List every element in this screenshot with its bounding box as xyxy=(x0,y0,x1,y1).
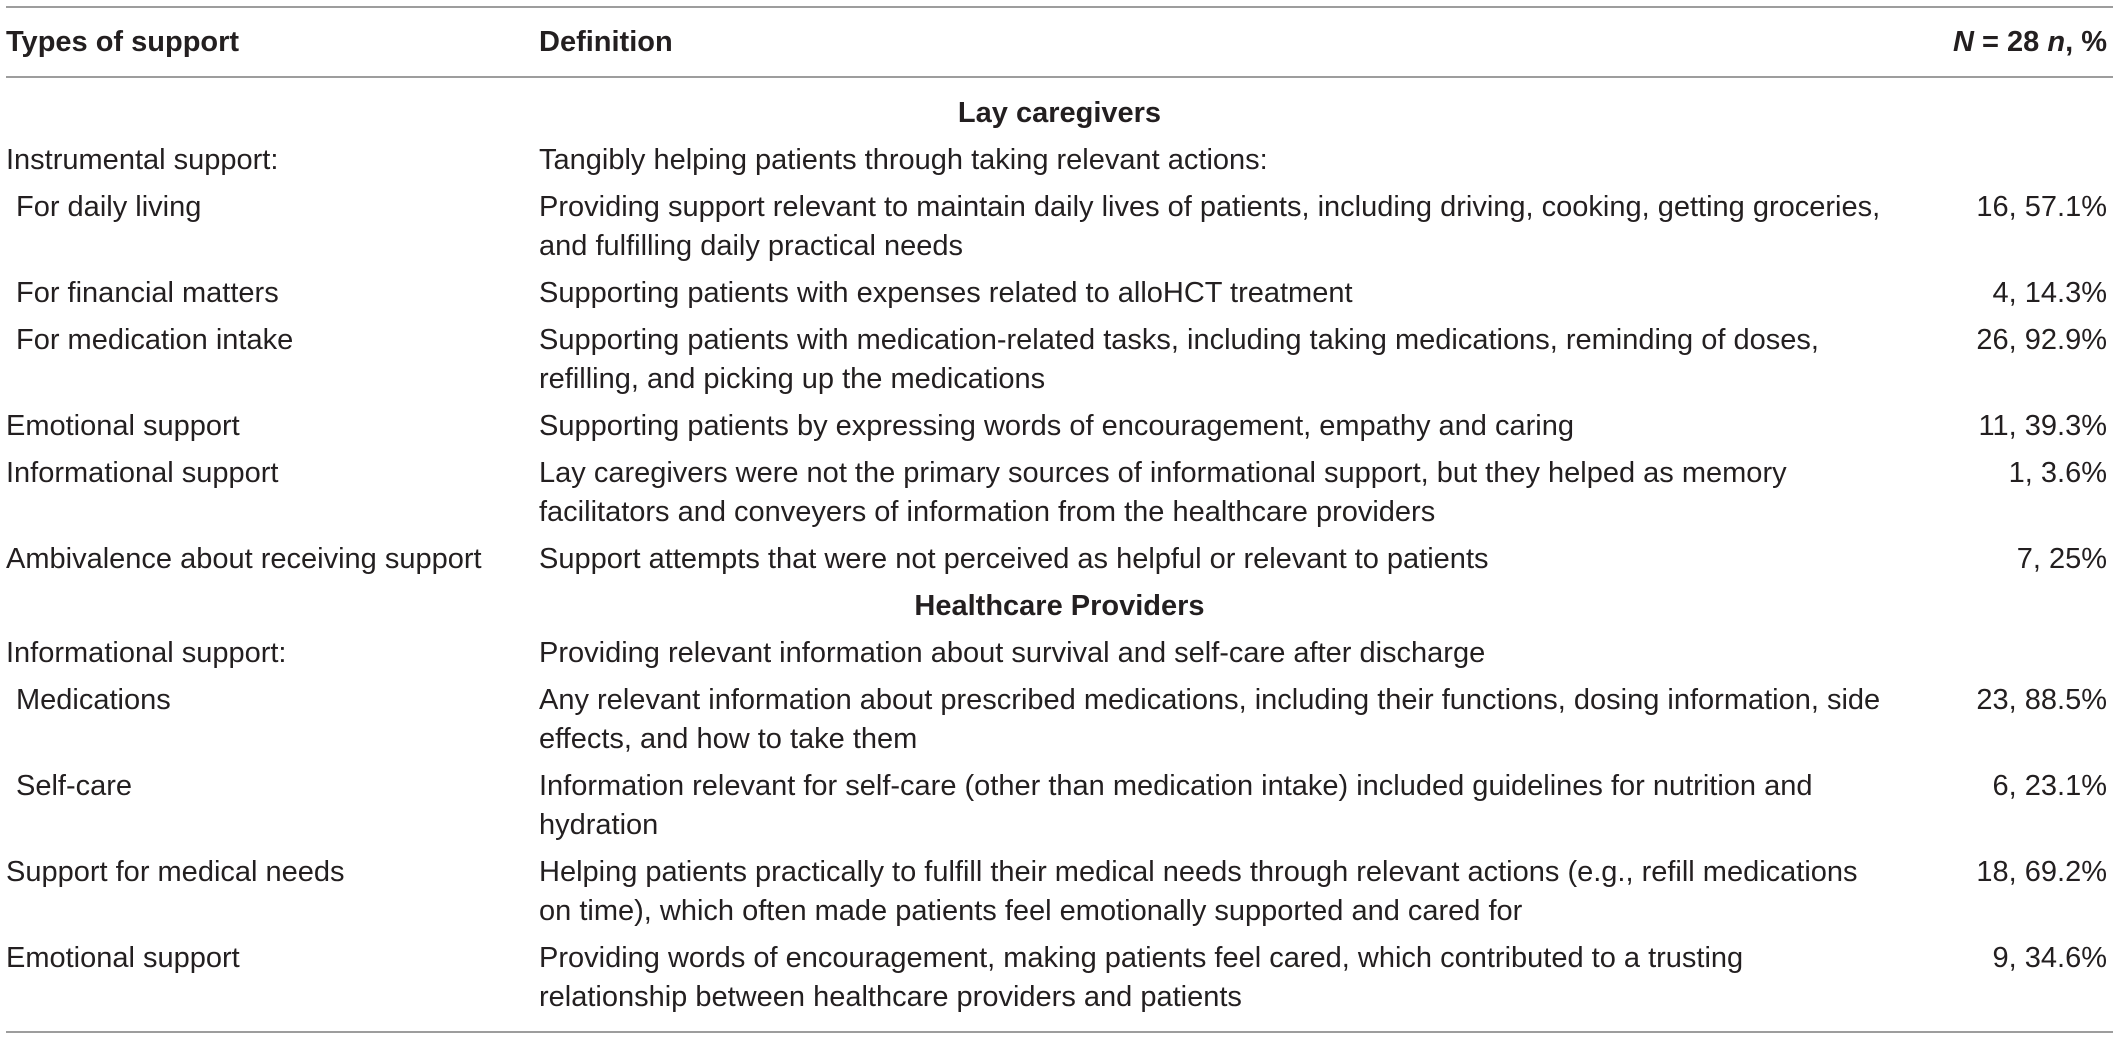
table-body xyxy=(6,77,2113,1032)
row-definition: Supporting patients with expenses related to alloHCT treatment xyxy=(539,277,1353,309)
row-type: For financial matters xyxy=(16,277,279,309)
row-definition: Supporting patients by expressing words of encouragement, empathy and caring xyxy=(539,410,1574,442)
section-row-healthcare-providers xyxy=(6,583,2113,630)
row-type: Informational support xyxy=(6,457,279,489)
support-types-table xyxy=(6,6,2113,1033)
header-count-pct: , % xyxy=(2065,25,2107,58)
row-type: Emotional support xyxy=(6,942,240,974)
row-definition: Lay caregivers were not the primary sources of informational support, but they helped as memory facilitators and conveyers of information from the healthcare providers xyxy=(539,457,1787,528)
row-count: 4, 14.3% xyxy=(1992,277,2107,309)
row-count: 7, 25% xyxy=(2016,543,2107,575)
row-definition: Providing support relevant to maintain daily lives of patients, including driving, cooking, getting groceries, and fulfilling daily practical needs xyxy=(539,191,1881,262)
table-row xyxy=(6,536,2113,583)
table-row xyxy=(6,137,2113,184)
row-definition: Providing relevant information about survival and self-care after discharge xyxy=(539,637,1486,669)
row-count: 18, 69.2% xyxy=(1976,856,2107,888)
section-row-lay-caregivers xyxy=(6,77,2113,137)
row-type: Ambivalence about receiving support xyxy=(6,543,482,575)
row-definition: Any relevant information about prescribed medications, including their functions, dosing information, side effects, and how to take them xyxy=(539,684,1881,755)
row-definition: Information relevant for self-care (other than medication intake) included guidelines for nutrition and hydration xyxy=(539,770,1813,841)
header-definition: Definition xyxy=(539,25,673,58)
row-count: 26, 92.9% xyxy=(1976,324,2107,356)
row-type: For daily living xyxy=(16,191,202,223)
row-type: Informational support: xyxy=(6,637,287,669)
row-type: Self-care xyxy=(16,770,133,802)
header-count-eq: = 28 xyxy=(1974,25,2048,58)
header-count-small-n: n xyxy=(2047,25,2066,58)
row-type: Medications xyxy=(16,684,171,716)
table-row xyxy=(6,763,2113,849)
row-count: 23, 88.5% xyxy=(1976,684,2107,716)
table-row xyxy=(6,184,2113,270)
row-count xyxy=(1902,137,2113,184)
header-count-n: N xyxy=(1953,25,1974,58)
header-types-of-support: Types of support xyxy=(6,25,240,58)
section-title: Healthcare Providers xyxy=(914,590,1205,622)
row-definition: Tangibly helping patients through taking relevant actions: xyxy=(539,144,1268,176)
row-definition: Supporting patients with medication-related tasks, including taking medications, reminding of doses, refilling, and picking up the medications xyxy=(539,324,1819,395)
table-row xyxy=(6,403,2113,450)
table-row xyxy=(6,270,2113,317)
section-title: Lay caregivers xyxy=(957,97,1162,129)
table-row xyxy=(6,450,2113,536)
header-row xyxy=(6,7,2113,77)
row-count: 6, 23.1% xyxy=(1992,770,2107,802)
row-type: Support for medical needs xyxy=(6,856,345,888)
row-count: 9, 34.6% xyxy=(1992,942,2107,974)
table-row xyxy=(6,317,2113,403)
row-definition: Helping patients practically to fulfill their medical needs through relevant actions (e.g., refill medications on time), which often made patients feel emotionally supported and cared for xyxy=(539,856,1858,927)
row-count: 11, 39.3% xyxy=(1978,410,2107,442)
row-definition: Providing words of encouragement, making patients feel cared, which contributed to a trusting relationship between healthcare providers and patients xyxy=(539,942,1744,1013)
table-row xyxy=(6,935,2113,1032)
table-header xyxy=(6,7,2113,77)
table-row xyxy=(6,630,2113,677)
table-row xyxy=(6,849,2113,935)
row-definition: Support attempts that were not perceived as helpful or relevant to patients xyxy=(539,543,1489,575)
table-row xyxy=(6,677,2113,763)
row-type: For medication intake xyxy=(16,324,294,356)
row-count: 16, 57.1% xyxy=(1976,191,2107,223)
row-type: Instrumental support: xyxy=(6,144,279,176)
row-count xyxy=(1902,630,2113,677)
row-count: 1, 3.6% xyxy=(2008,457,2107,489)
header-count xyxy=(1902,7,2113,77)
row-type: Emotional support xyxy=(6,410,240,442)
